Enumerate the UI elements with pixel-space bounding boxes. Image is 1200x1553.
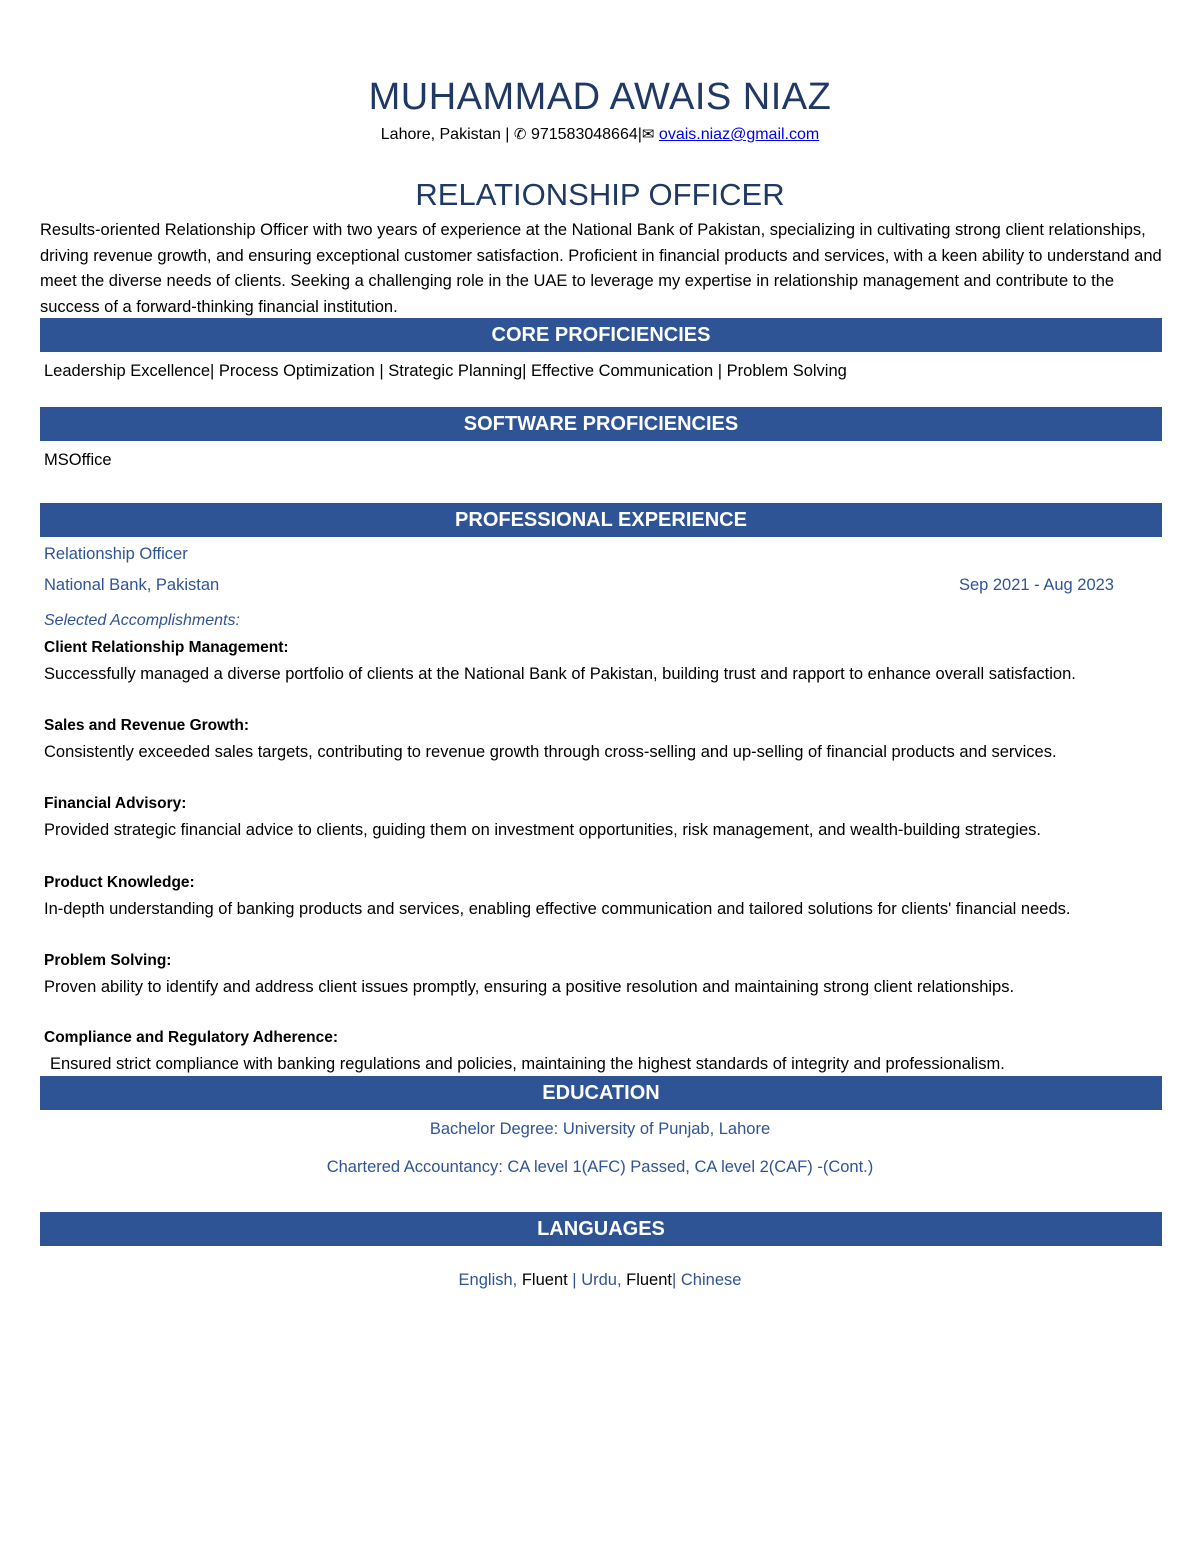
email-link[interactable]: ovais.niaz@gmail.com [658,126,820,143]
contact-separator: | [637,126,642,143]
accomplishment-text: Proven ability to identify and address client issues promptly, ensuring a positive resolution and maintaining strong client relationships. [44,978,1015,996]
phone-icon: ✆ [513,126,527,143]
job-title: Relationship Officer [44,545,188,563]
accomplishment-title: Sales and Revenue Growth: [44,717,249,734]
accomplishment-text: Successfully managed a diverse portfolio of clients at the National Bank of Pakistan, building trust and rapport to enhance overall satisfaction. [44,665,1076,683]
language-level-english: Fluent [521,1271,568,1289]
language-english: English, [458,1271,518,1289]
core-proficiencies-text: Leadership Excellence| Process Optimization | Strategic Planning| Effective Communication | Problem Solving [44,362,847,380]
accomplishment-title: Compliance and Regulatory Adherence: [44,1029,338,1046]
accomplishment-title: Problem Solving: [44,952,172,969]
contact-line [0,124,1200,146]
language-chinese: Chinese [680,1271,742,1289]
software-proficiencies-text: MSOffice [44,451,112,469]
accomplishment-text: Provided strategic financial advice to clients, guiding them on investment opportunities, risk management, and wealth-building strategies. [44,821,1041,839]
selected-accomplishments-label: Selected Accomplishments: [44,612,240,629]
language-separator: | [572,1271,577,1289]
education-ca: Chartered Accountancy: CA level 1(AFC) Passed, CA level 2(CAF) -(Cont.) [326,1158,874,1176]
accomplishment-title: Financial Advisory: [44,795,187,812]
accomplishment-title: Client Relationship Management: [44,639,289,656]
accomplishment-title: Product Knowledge: [44,874,195,891]
accomplishment-text: Ensured strict compliance with banking regulations and policies, maintaining the highest standards of integrity and professionalism. [50,1055,1005,1073]
job-company: National Bank, Pakistan [44,576,220,594]
professional-experience-heading: PROFESSIONAL EXPERIENCE [40,503,1162,537]
software-proficiencies-heading: SOFTWARE PROFICIENCIES [40,407,1162,441]
envelope-icon: ✉ [641,126,655,143]
education-heading: EDUCATION [40,1076,1162,1110]
core-proficiencies-heading: CORE PROFICIENCIES [40,318,1162,352]
accomplishment-text: In-depth understanding of banking products and services, enabling effective communication and tailored solutions for clients' financial needs. [44,900,1071,918]
languages-heading: LANGUAGES [40,1212,1162,1246]
language-urdu: Urdu, [581,1271,622,1289]
location-text: Lahore, Pakistan | [380,126,510,143]
job-dates: Sep 2021 - Aug 2023 [958,576,1114,594]
education-degree: Bachelor Degree: University of Punjab, Lahore [429,1120,771,1138]
summary-paragraph: Results-oriented Relationship Officer with two years of experience at the National Bank of Pakistan, specializing in cultivating strong client relationships, driving revenue growth, and ensuring exceptional customer satisfaction. Proficient in financial products and services, with a keen ability to understand and meet the diverse needs of clients. Seeking a challenging role in the UAE to leverage my expertise in relationship management and contribute to the success of a forward-thinking financial institution. [40,221,1162,316]
phone-text: 971583048664 [530,126,638,143]
languages-line [0,1268,1200,1292]
accomplishment-text: Consistently exceeded sales targets, contributing to revenue growth through cross-selling and up-selling of financial products and services. [44,743,1057,761]
language-separator: | [672,1271,677,1289]
role-title: RELATIONSHIP OFFICER [415,177,785,212]
candidate-name: MUHAMMAD AWAIS NIAZ [368,76,832,118]
language-level-urdu: Fluent [626,1271,672,1289]
